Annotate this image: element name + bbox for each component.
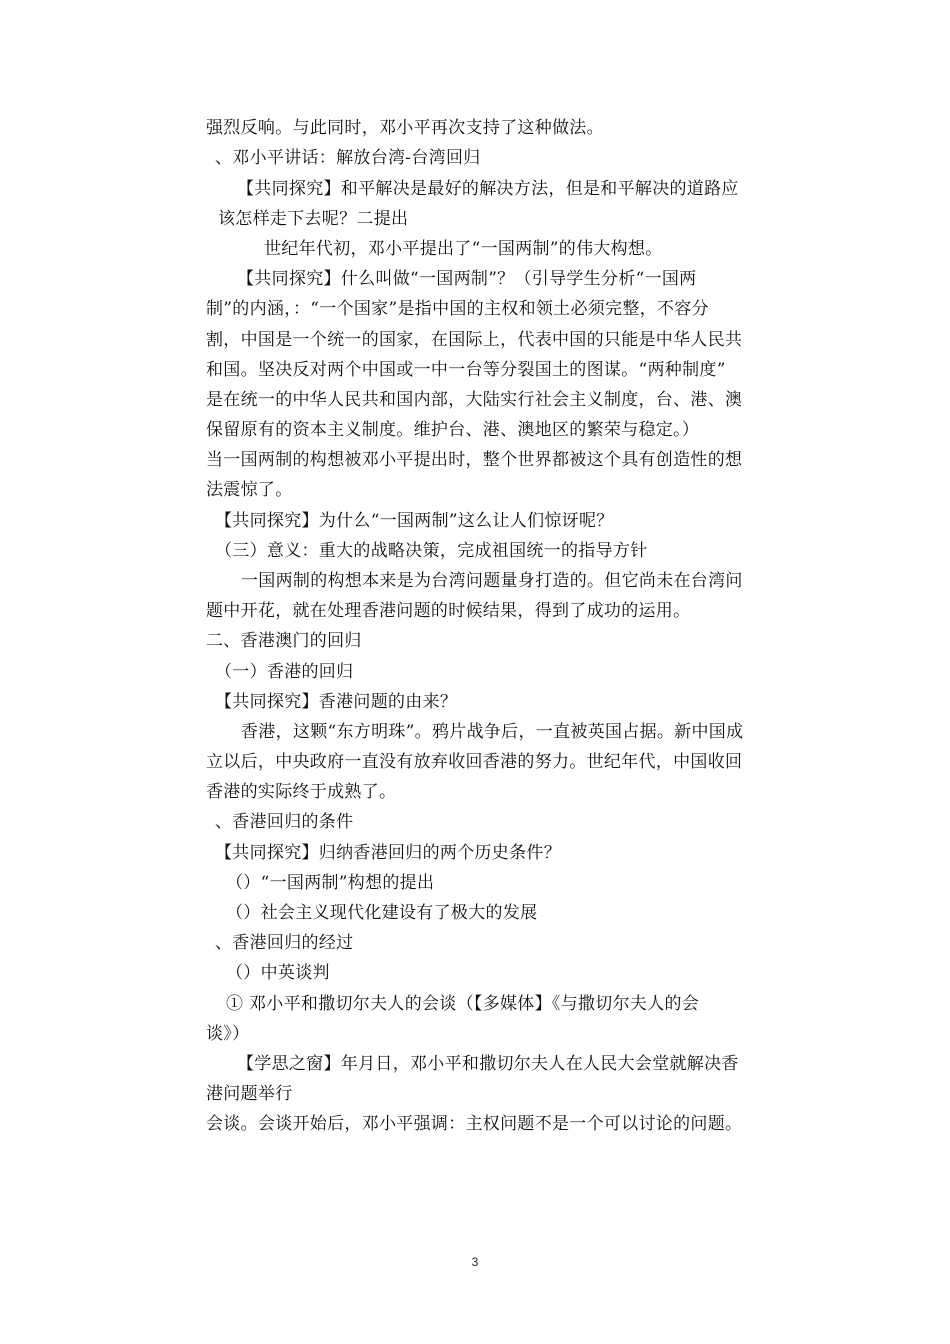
text-line: 立以后，中央政府一直没有放弃收回香港的努力。世纪年代，中国收回 <box>206 752 743 772</box>
text-line: （）中英谈判 <box>226 963 330 983</box>
text-line: 是在统一的中华人民共和国内部，大陆实行社会主义制度，台、港、澳 <box>206 390 743 410</box>
text-line: 题中开花，就在处理香港问题的时候结果，得到了成功的运用。 <box>206 601 691 621</box>
text-line: 会谈。会谈开始后，邓小平强调：主权问题不是一个可以讨论的问题。 <box>206 1114 743 1134</box>
text-line: 港问题举行 <box>206 1084 293 1104</box>
text-line: 强烈反响。与此同时，邓小平再次支持了这种做法。 <box>206 118 604 138</box>
text-line: 、香港回归的条件 <box>215 812 354 832</box>
section-heading: 二、香港澳门的回归 <box>206 631 362 651</box>
text-line: 该怎样走下去呢？二提出 <box>218 209 409 229</box>
text-line: 一国两制的构想本来是为台湾问题量身打造的。但它尚未在台湾问 <box>241 571 743 591</box>
text-line: 【共同探究】归纳香港回归的两个历史条件？ <box>215 843 561 863</box>
text-line: ① 邓小平和撒切尔夫人的会谈（【多媒体】《与撒切尔夫人的会 <box>226 994 700 1014</box>
text-line: 当一国两制的构想被邓小平提出时，整个世界都被这个具有创造性的想 <box>206 450 743 470</box>
page-number: 3 <box>471 1255 479 1269</box>
text-line: 【共同探究】为什么“一国两制”这么让人们惊讶呢？ <box>215 511 614 531</box>
text-line: 【学思之窗】年月日，邓小平和撒切尔夫人在人民大会堂就解决香 <box>237 1054 739 1074</box>
text-line: 、香港回归的经过 <box>215 933 354 953</box>
text-line: 【共同探究】香港问题的由来？ <box>215 692 458 712</box>
text-line: （三）意义：重大的战略决策，完成祖国统一的指导方针 <box>215 541 648 561</box>
text-line: 【共同探究】什么叫做“一国两制”？（引导学生分析“一国两 <box>237 269 697 289</box>
text-line: 割，中国是一个统一的国家，在国际上，代表中国的只能是中华人民共 <box>206 330 743 350</box>
text-line: 法震惊了。 <box>206 480 293 500</box>
subsection-heading: （一）香港的回归 <box>215 662 354 682</box>
text-line: （）社会主义现代化建设有了极大的发展 <box>226 903 538 923</box>
text-line: 和国。坚决反对两个中国或一中一台等分裂国土的图谋。“两种制度” <box>206 360 726 380</box>
text-line: 世纪年代初，邓小平提出了“一国两制”的伟大构想。 <box>264 239 663 259</box>
text-line: 保留原有的资本主义制度。维护台、港、澳地区的繁荣与稳定。） <box>206 420 700 440</box>
text-line: 【共同探究】和平解决是最好的解决方法，但是和平解决的道路应 <box>237 179 739 199</box>
text-line: （）“一国两制”构想的提出 <box>226 873 435 893</box>
text-line: 、邓小平讲话：解放台湾-台湾回归 <box>215 148 481 168</box>
text-line: 香港的实际终于成熟了。 <box>206 782 397 802</box>
text-line: 谈》） <box>206 1024 250 1044</box>
text-line: 制”的内涵，：“一个国家”是指中国的主权和领土必须完整，不容分 <box>206 299 709 319</box>
text-line: 香港，这颗“东方明珠”。鸦片战争后，一直被英国占据。新中国成 <box>241 722 744 742</box>
